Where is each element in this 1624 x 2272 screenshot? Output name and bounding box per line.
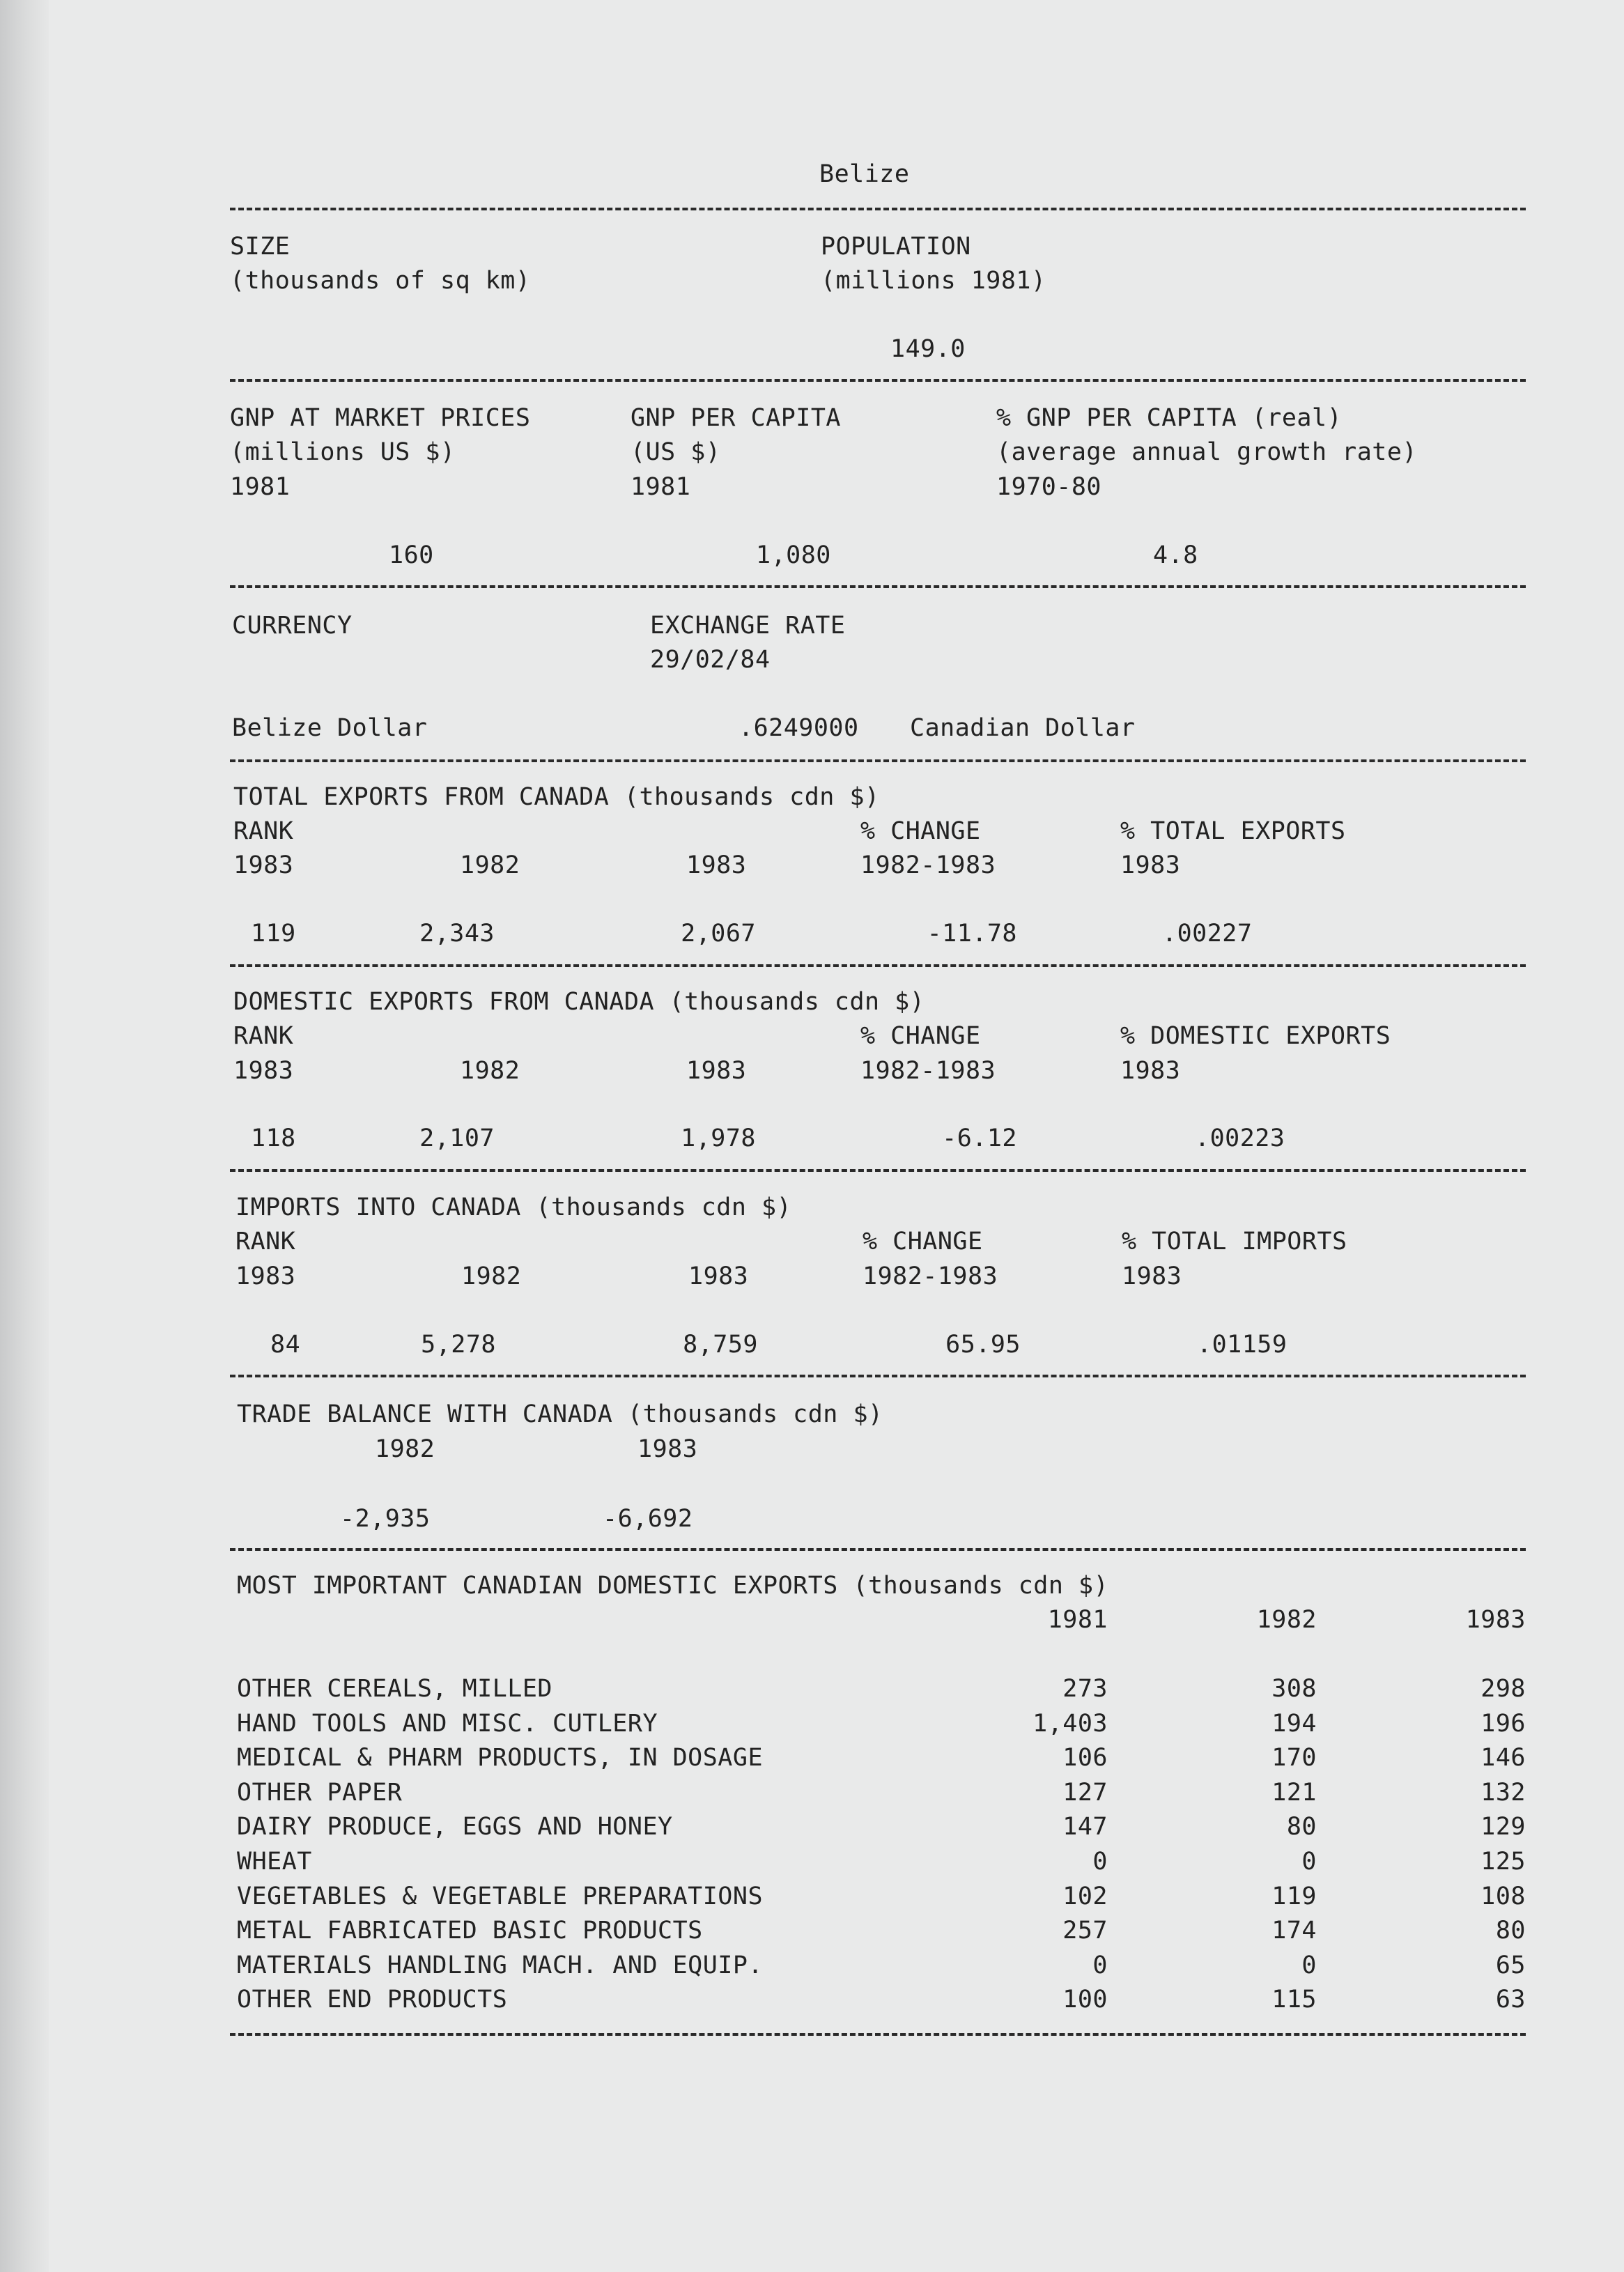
domestic-exports-share: .00223: [1195, 1125, 1285, 1152]
domestic-exports-1982: 2,107: [419, 1125, 495, 1152]
imports-1983: 8,759: [683, 1331, 758, 1359]
export-item-1983: 132: [1480, 1779, 1526, 1807]
export-item-1981: 147: [1062, 1813, 1108, 1841]
gnp-year: 1981: [230, 473, 291, 501]
export-item-1982: 119: [1271, 1883, 1317, 1910]
trade-balance-1983: -6,692: [603, 1505, 693, 1533]
export-item-name: WHEAT: [237, 1848, 312, 1876]
export-item-1981: 1,403: [1033, 1710, 1108, 1738]
currency-value: Belize Dollar: [232, 714, 428, 742]
export-item-1983: 80: [1495, 1917, 1526, 1945]
page-title: Belize: [819, 160, 910, 188]
gnp-growth-unit: (average annual growth rate): [996, 438, 1418, 466]
size-label: SIZE: [230, 233, 291, 261]
size-sublabel: (thousands of sq km): [230, 267, 531, 295]
export-item-1981: 257: [1062, 1917, 1108, 1945]
top-exports-year-1983: 1983: [1465, 1606, 1526, 1634]
domestic-exports-change-period: 1982-1983: [860, 1057, 996, 1085]
domestic-exports-rank: 118: [251, 1125, 296, 1152]
total-exports-change-label: % CHANGE: [860, 817, 981, 845]
total-exports-share: .00227: [1162, 920, 1253, 948]
export-item-1983: 125: [1480, 1848, 1526, 1876]
domestic-exports-col-1982: 1982: [460, 1057, 520, 1085]
domestic-exports-1983: 1,978: [681, 1125, 756, 1152]
gnp-growth-period: 1970-80: [996, 473, 1102, 501]
total-exports-rank-year: 1983: [233, 851, 294, 879]
export-item-name: MEDICAL & PHARM PRODUCTS, IN DOSAGE: [237, 1744, 764, 1772]
divider: [230, 2033, 1526, 2036]
export-item-name: HAND TOOLS AND MISC. CUTLERY: [237, 1710, 658, 1738]
imports-rank: 84: [270, 1331, 301, 1359]
imports-change: 65.95: [945, 1331, 1021, 1359]
export-item-1981: 127: [1062, 1779, 1108, 1807]
divider: [230, 1375, 1526, 1377]
export-item-1981: 102: [1062, 1883, 1108, 1910]
total-exports-col-1982: 1982: [460, 851, 520, 879]
imports-share: .01159: [1197, 1331, 1287, 1359]
total-exports-heading: TOTAL EXPORTS FROM CANADA (thousands cdn $): [233, 783, 880, 811]
export-item-1981: 0: [1092, 1848, 1108, 1876]
gnp-per-capita-year: 1981: [631, 473, 691, 501]
imports-1982: 5,278: [421, 1331, 496, 1359]
imports-change-label: % CHANGE: [863, 1228, 983, 1255]
imports-change-period: 1982-1983: [863, 1262, 998, 1290]
export-item-1982: 170: [1271, 1744, 1317, 1772]
trade-balance-1982: -2,935: [340, 1505, 431, 1533]
export-item-1982: 0: [1301, 1952, 1317, 1979]
export-item-1981: 106: [1062, 1744, 1108, 1772]
domestic-exports-heading: DOMESTIC EXPORTS FROM CANADA (thousands cdn $): [233, 988, 925, 1016]
gnp-label: GNP AT MARKET PRICES: [230, 404, 531, 432]
export-item-1981: 273: [1062, 1675, 1108, 1703]
total-exports-1982: 2,343: [419, 920, 495, 948]
export-item-1983: 108: [1480, 1883, 1526, 1910]
top-exports-year-1981: 1981: [1047, 1606, 1108, 1634]
gnp-per-capita-unit: (US $): [631, 438, 721, 466]
divider: [230, 585, 1526, 588]
domestic-exports-rank-year: 1983: [233, 1057, 294, 1085]
export-item-1983: 146: [1480, 1744, 1526, 1772]
domestic-exports-share-label: % DOMESTIC EXPORTS: [1120, 1022, 1391, 1050]
population-value: 149.0: [890, 335, 966, 363]
top-exports-year-1982: 1982: [1256, 1606, 1317, 1634]
export-item-1983: 63: [1495, 1986, 1526, 2014]
exchange-rate-unit: Canadian Dollar: [910, 714, 1136, 742]
export-item-1982: 308: [1271, 1675, 1317, 1703]
export-item-1983: 196: [1480, 1710, 1526, 1738]
imports-col-1982: 1982: [461, 1262, 522, 1290]
export-item-1982: 0: [1301, 1848, 1317, 1876]
top-exports-heading: MOST IMPORTANT CANADIAN DOMESTIC EXPORTS (thousands cdn $): [237, 1572, 1109, 1600]
export-item-1981: 0: [1092, 1952, 1108, 1979]
total-exports-share-label: % TOTAL EXPORTS: [1120, 817, 1346, 845]
export-item-1982: 80: [1286, 1813, 1317, 1841]
imports-rank-year: 1983: [235, 1262, 296, 1290]
domestic-exports-change-label: % CHANGE: [860, 1022, 981, 1050]
imports-share-year: 1983: [1122, 1262, 1182, 1290]
export-item-1983: 298: [1480, 1675, 1526, 1703]
export-item-name: VEGETABLES & VEGETABLE PREPARATIONS: [237, 1883, 764, 1910]
domestic-exports-change: -6.12: [942, 1125, 1017, 1152]
currency-label: CURRENCY: [232, 612, 353, 640]
population-label: POPULATION: [821, 233, 971, 261]
total-exports-col-1983: 1983: [686, 851, 747, 879]
divider: [230, 208, 1526, 210]
export-item-1983: 129: [1480, 1813, 1526, 1841]
export-item-name: OTHER CEREALS, MILLED: [237, 1675, 553, 1703]
gnp-per-capita-label: GNP PER CAPITA: [631, 404, 842, 432]
total-exports-change: -11.78: [927, 920, 1017, 948]
export-item-name: MATERIALS HANDLING MACH. AND EQUIP.: [237, 1952, 764, 1979]
imports-share-label: % TOTAL IMPORTS: [1122, 1228, 1347, 1255]
total-exports-share-year: 1983: [1120, 851, 1181, 879]
gnp-growth-label: % GNP PER CAPITA (real): [996, 404, 1343, 432]
export-item-name: OTHER END PRODUCTS: [237, 1986, 508, 2014]
divider: [230, 759, 1526, 762]
divider: [230, 964, 1526, 967]
export-item-name: METAL FABRICATED BASIC PRODUCTS: [237, 1917, 703, 1945]
domestic-exports-share-year: 1983: [1120, 1057, 1181, 1085]
export-item-name: DAIRY PRODUCE, EGGS AND HONEY: [237, 1813, 673, 1841]
export-item-1982: 194: [1271, 1710, 1317, 1738]
divider: [230, 1169, 1526, 1172]
total-exports-rank-label: RANK: [233, 817, 294, 845]
domestic-exports-col-1983: 1983: [686, 1057, 747, 1085]
exchange-rate-label: EXCHANGE RATE: [650, 612, 846, 640]
export-item-1982: 121: [1271, 1779, 1317, 1807]
trade-balance-col-1983: 1983: [637, 1435, 698, 1463]
gnp-value: 160: [389, 541, 434, 569]
divider: [230, 379, 1526, 382]
export-item-1982: 115: [1271, 1986, 1317, 2014]
trade-balance-heading: TRADE BALANCE WITH CANADA (thousands cdn $): [237, 1400, 883, 1428]
imports-col-1983: 1983: [688, 1262, 749, 1290]
export-item-name: OTHER PAPER: [237, 1779, 403, 1807]
export-item-1981: 100: [1062, 1986, 1108, 2014]
gnp-per-capita-value: 1,080: [756, 541, 831, 569]
trade-balance-col-1982: 1982: [375, 1435, 435, 1463]
total-exports-change-period: 1982-1983: [860, 851, 996, 879]
exchange-rate-date: 29/02/84: [650, 646, 771, 674]
gnp-growth-value: 4.8: [1153, 541, 1198, 569]
exchange-rate-value: .6249000: [738, 714, 859, 742]
total-exports-1983: 2,067: [681, 920, 756, 948]
domestic-exports-rank-label: RANK: [233, 1022, 294, 1050]
total-exports-rank: 119: [251, 920, 296, 948]
imports-rank-label: RANK: [235, 1228, 296, 1255]
gnp-unit: (millions US $): [230, 438, 456, 466]
population-sublabel: (millions 1981): [821, 267, 1046, 295]
imports-heading: IMPORTS INTO CANADA (thousands cdn $): [235, 1193, 792, 1221]
export-item-1983: 65: [1495, 1952, 1526, 1979]
export-item-1982: 174: [1271, 1917, 1317, 1945]
divider: [230, 1548, 1526, 1551]
